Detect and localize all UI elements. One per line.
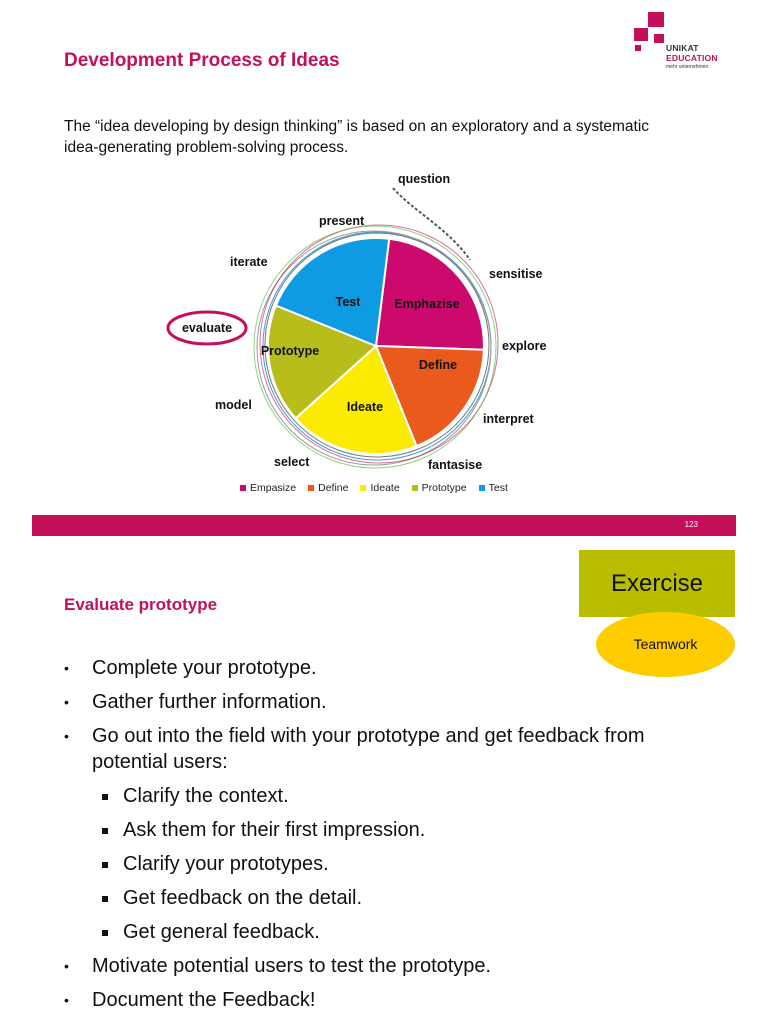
- bullet-item: • Document the Feedback!: [64, 987, 704, 1013]
- legend-swatch: [412, 485, 418, 491]
- segment-label-define: Define: [418, 358, 458, 372]
- sub-bullet-item: Clarify the context.: [64, 783, 704, 809]
- label-explore: explore: [502, 339, 547, 353]
- sub-bullet-item: Clarify your prototypes.: [64, 851, 704, 877]
- segment-label-ideate: Ideate: [346, 400, 384, 414]
- logo-square: [654, 34, 664, 43]
- logo-text-unikat: UNIKAT: [666, 43, 699, 53]
- sub-bullet-item: Get feedback on the detail.: [64, 885, 704, 911]
- bullet-item: • Motivate potential users to test the prototype.: [64, 953, 704, 979]
- label-interpret: interpret: [483, 412, 534, 426]
- label-fantasise: fantasise: [428, 458, 483, 472]
- label-select: select: [274, 455, 310, 469]
- legend-item: [240, 482, 296, 494]
- logo-text-education: EDUCATION: [666, 53, 718, 63]
- bullet-item: • Go out into the field with your prototype and get feedback from potential users:: [64, 723, 704, 775]
- legend-item: [360, 482, 399, 494]
- exercise-box: Exercise: [579, 550, 735, 617]
- logo-tagline: mehr unternehmen: [666, 64, 709, 70]
- legend-swatch: [479, 485, 485, 491]
- teamwork-badge: Teamwork: [596, 612, 735, 677]
- label-sensitise: sensitise: [489, 267, 543, 281]
- label-question: question: [398, 172, 451, 186]
- label-iterate: iterate: [230, 255, 268, 269]
- legend-label: Ideate: [370, 482, 400, 494]
- legend-swatch: [240, 485, 246, 491]
- legend-swatch: [360, 485, 366, 491]
- legend-label: Test: [488, 482, 508, 494]
- label-model: model: [215, 398, 252, 412]
- logo-square: [634, 28, 648, 41]
- logo-square: [648, 12, 664, 27]
- label-evaluate: evaluate: [181, 321, 233, 335]
- unikat-education-logo: [632, 12, 716, 74]
- intro-paragraph: The “idea developing by design thinking” is based on an exploratory and a systematic idea-generating problem-solving process.: [64, 118, 650, 156]
- bullet-item: • Complete your prototype.: [64, 655, 704, 681]
- bullet-item: • Gather further information.: [64, 689, 704, 715]
- segment-label-emphazise: Emphazise: [394, 297, 460, 311]
- segment-label-test: Test: [335, 295, 361, 309]
- sub-bullet-item: Ask them for their first impression.: [64, 817, 704, 843]
- slide-footer-bar: [32, 515, 736, 536]
- legend-label: Prototype: [421, 482, 467, 494]
- legend-item: [308, 482, 348, 494]
- design-thinking-diagram: [150, 170, 570, 480]
- page-number: 123: [684, 520, 698, 529]
- legend-label: Define: [318, 482, 349, 494]
- legend-item: [479, 482, 508, 494]
- sub-bullet-item: Get general feedback.: [64, 919, 704, 945]
- diagram-legend: [240, 482, 508, 494]
- segment-label-prototype: Prototype: [260, 344, 320, 358]
- legend-item: [412, 482, 467, 494]
- logo-square: [635, 45, 641, 51]
- label-present: present: [319, 214, 365, 228]
- bullet-list: [64, 655, 704, 1021]
- legend-swatch: [308, 485, 314, 491]
- page-title: Development Process of Ideas: [64, 50, 340, 71]
- section-title: Evaluate prototype: [64, 595, 218, 614]
- legend-label: Empasize: [250, 482, 297, 494]
